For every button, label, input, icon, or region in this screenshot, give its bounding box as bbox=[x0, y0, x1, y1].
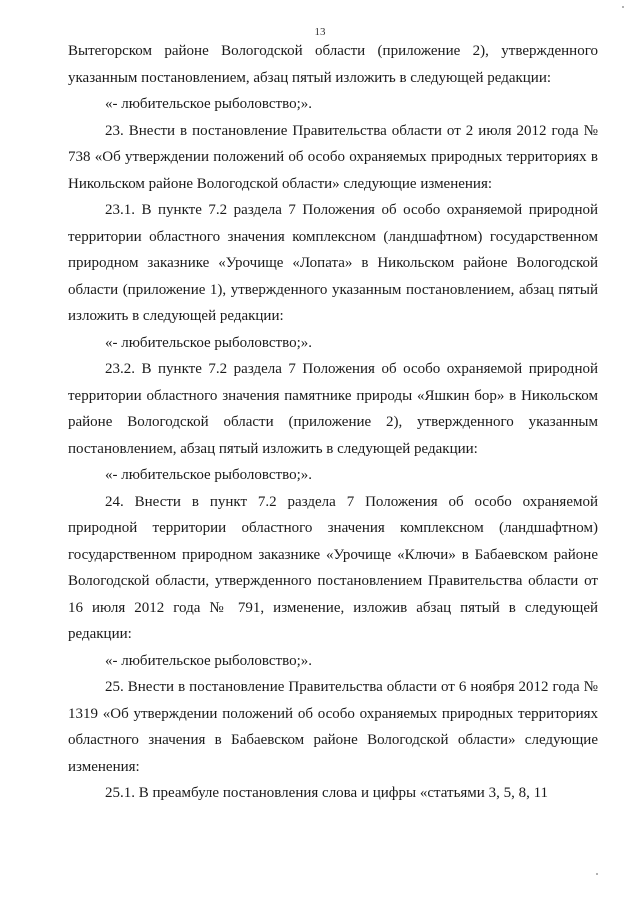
paragraph-item-23-2: 23.2. В пункте 7.2 раздела 7 Положения об особо охраняемой природной территории областного значения памятнике природы «Яшкин бор» в Никольском районе Вологодской области (приложение 2), утвержденного указанным постановлением, абзац пятый изложить в следующей редакции: bbox=[68, 361, 598, 457]
paragraph-item-25-1: 25.1. В преамбуле постановления слова и цифры «статьями 3, 5, 8, 11 bbox=[105, 785, 549, 801]
scan-speck bbox=[596, 873, 598, 875]
paragraph-item-24: 24. Внести в пункт 7.2 раздела 7 Положения об особо охраняемой природной территории областного значения комплексном (ландшафтном) государственном природном заказнике «Урочище «Ключи» в Бабаевском районе Вологодской области, утвержденного постановлением Правительства области от 16 июля 2012 года № 791, изменение, изложив абзац пятый в следующей редакции: bbox=[68, 493, 598, 642]
paragraph-quote: «- любительское рыболовство;». bbox=[105, 467, 313, 483]
paragraph-continuation: Вытегорском районе Вологодской области (приложение 2), утвержденного указанным постановлением, абзац пятый изложить в следующей редакции: bbox=[68, 43, 598, 86]
paragraph-item-23: 23. Внести в постановление Правительства области от 2 июля 2012 года № 738 «Об утверждении положений об особо охраняемых природных территориях в Никольском районе Вологодской области» следующие изменения: bbox=[68, 122, 598, 192]
paragraph-quote: «- любительское рыболовство;». bbox=[105, 334, 313, 351]
paragraph-item-25: 25. Внести в постановление Правительства области от 6 ноября 2012 года № 1319 «Об утверждении положений об особо охраняемых природных территориях областного значения в Бабаевском районе Вологодской области» следующие изменения: bbox=[68, 679, 598, 775]
paragraph-item-23-1: 23.1. В пункте 7.2 раздела 7 Положения об особо охраняемой природной территории областного значения комплексном (ландшафтном) государственном природном заказнике «Урочище «Лопата» в Никольском районе Вологодской области (приложение 1), утвержденного указанным постановлением, абзац пятый изложить в следующей редакции: bbox=[68, 202, 598, 324]
page-number: 13 bbox=[314, 26, 326, 38]
paragraph-quote: «- любительское рыболовство;». bbox=[105, 96, 313, 112]
scan-speck bbox=[622, 6, 624, 8]
paragraph-quote: «- любительское рыболовство;». bbox=[105, 652, 313, 669]
document-body bbox=[68, 38, 598, 807]
